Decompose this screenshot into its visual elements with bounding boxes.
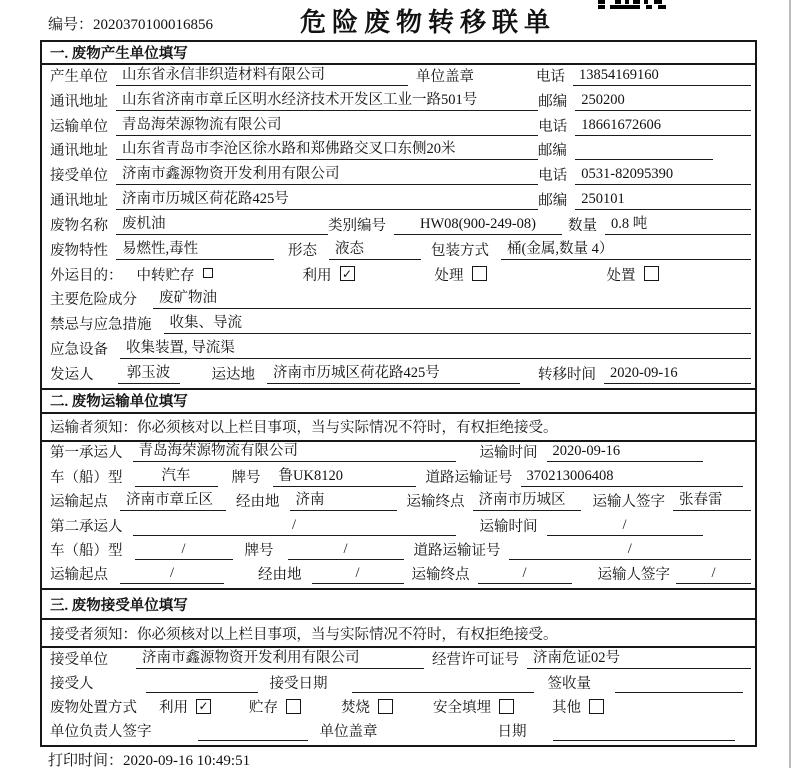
- section1-heading: 一. 废物产生单位填写: [42, 42, 755, 65]
- plate-label: 牌号: [244, 542, 274, 559]
- origin-label: 运输起点: [50, 567, 108, 584]
- checkbox-unchecked: [589, 699, 604, 714]
- destination-value: 济南市历城区荷花路425号: [267, 361, 520, 384]
- receiver-value: 济南市鑫源物资开发利用有限公司: [116, 162, 538, 185]
- producer-row: [42, 65, 755, 90]
- transfer-date-label: 转移时间: [538, 366, 596, 383]
- form-label: 形态: [288, 242, 317, 259]
- print-time-value: 2020-09-16 10:49:51: [123, 753, 251, 768]
- checkbox-unchecked: [286, 699, 301, 714]
- hazard-value: 废矿物油: [153, 286, 751, 309]
- producer-zip-value: 250200: [575, 92, 751, 111]
- checkbox-unchecked: [499, 699, 514, 714]
- transport-time1-value: 2020-09-16: [547, 443, 703, 462]
- checkbox-unchecked: [644, 266, 659, 281]
- section-transport: [42, 388, 755, 588]
- purpose-option-use: 利用 ✓: [303, 264, 355, 285]
- carrier-sign-label: 运输人签字: [592, 494, 665, 511]
- unit-seal-label: 单位盖章: [416, 68, 474, 85]
- carrier1-label: 第一承运人: [50, 445, 123, 462]
- origin-label: 运输起点: [50, 494, 108, 511]
- license-label: 经营许可证号: [432, 651, 519, 668]
- route1-row: [42, 491, 755, 515]
- checkbox-unchecked: [472, 266, 487, 281]
- vehicle-type-label: 车（船）型: [50, 469, 123, 486]
- date-value: [553, 739, 736, 741]
- qr-code-fragment: [598, 0, 670, 10]
- producer-label: 产生单位: [50, 68, 108, 85]
- waste-character-row: [42, 239, 755, 264]
- address-label: 通讯地址: [50, 193, 108, 210]
- purpose-option-storage: 中转贮存: [137, 264, 213, 285]
- phone-label: 电话: [538, 168, 568, 185]
- purpose-option-dispose: 处置: [607, 264, 659, 285]
- transport-time-label: 运输时间: [479, 518, 538, 535]
- zip-label: 邮编: [538, 193, 568, 210]
- plate2-value: /: [288, 541, 404, 560]
- transfer-purpose-row: [42, 264, 755, 289]
- quantity-label: 数量: [568, 217, 597, 234]
- purpose-label: 外运目的：: [50, 267, 123, 284]
- checkbox-unchecked: [378, 699, 393, 714]
- serial-label: 编号：: [48, 17, 94, 33]
- road-permit-label: 道路运输证号: [425, 469, 513, 486]
- form-value: 液态: [329, 237, 421, 260]
- carrier-sign2-value: /: [676, 565, 751, 584]
- purpose-option-treat: 处理: [435, 264, 487, 285]
- zip-label: 邮编: [538, 93, 568, 110]
- disposal-option-store: 贮存: [249, 696, 301, 717]
- section-receiver: [42, 588, 755, 745]
- road-permit1-value: 370213006408: [521, 468, 743, 487]
- disposal-option-use: 利用 ✓: [159, 696, 211, 717]
- carrier1-value: 青岛海荣源物流有限公司: [133, 439, 456, 462]
- destination-label: 运达地: [211, 366, 255, 383]
- producer-value: 山东省永信非织造材料有限公司: [116, 63, 408, 86]
- receiver-address-value: 济南市历城区荷花路425号: [116, 187, 538, 210]
- disposal-option-burn: 焚烧: [341, 696, 393, 717]
- taboo-value: 收集、导流: [164, 311, 752, 334]
- category-value: HW08(900-249-08): [394, 216, 562, 235]
- character-value: 易燃性,毒性: [116, 237, 274, 260]
- phone-label: 电话: [536, 68, 565, 85]
- end2-value: /: [478, 565, 572, 584]
- checkbox-unchecked: [203, 268, 213, 278]
- transporter-value: 青岛海荣源物流有限公司: [116, 113, 538, 136]
- waste-name-value: 废机油: [116, 212, 328, 235]
- accept-date-label: 接受日期: [269, 675, 328, 692]
- head-sign-label: 单位负责人签字: [50, 724, 152, 741]
- hazard-label: 主要危险成分: [50, 292, 137, 309]
- manifest-form: [40, 40, 757, 747]
- producer-address-value: 山东省济南市章丘区明水经济技术开发区工业一路501号: [116, 88, 538, 111]
- zip-label: 邮编: [537, 143, 567, 160]
- accept-date-value: [352, 691, 534, 693]
- page-edge-line: [789, 0, 791, 768]
- carrier-sign1-value: 张春雷: [673, 488, 751, 511]
- packing-label: 包装方式: [431, 242, 489, 259]
- category-label: 类别编号: [328, 217, 386, 234]
- section2-heading: 二. 废物运输单位填写: [42, 388, 755, 414]
- quantity-value: 0.8 吨: [605, 212, 751, 235]
- carrier2-value: /: [133, 517, 456, 536]
- section-producer: [42, 42, 755, 388]
- accept-person-value: [146, 691, 258, 693]
- equipment-value: 收集装置, 导流渠: [120, 336, 751, 359]
- transport-time-label: 运输时间: [479, 445, 538, 462]
- disposal-label: 废物处置方式: [50, 700, 137, 717]
- plate1-value: 鲁UK8120: [273, 464, 416, 487]
- end1-value: 济南市历城区: [473, 488, 581, 511]
- accept-person-row: [42, 673, 755, 697]
- receiver-label: 接受单位: [50, 168, 108, 185]
- license-value: 济南危证02号: [527, 646, 751, 669]
- accept-person-label: 接受人: [50, 675, 94, 692]
- page-title: 危险废物转移联单: [299, 8, 556, 37]
- phone-label: 电话: [538, 118, 568, 135]
- receiver-phone-value: 0531-82095390: [575, 166, 751, 185]
- vehicle2-value: /: [135, 541, 233, 560]
- head-signature-row: [42, 721, 755, 745]
- receiver-row: [42, 164, 755, 189]
- checkbox-checked: ✓: [196, 699, 211, 714]
- transporter-address-value: 山东省青岛市李沧区徐水路和郑佛路交叉口东侧20米: [116, 137, 538, 160]
- via-label: 经由地: [236, 494, 280, 511]
- consignor-row: [42, 363, 755, 388]
- head-sign-value: [198, 739, 308, 741]
- transport-time2-value: /: [547, 517, 703, 536]
- consignor-value: 郭玉波: [118, 361, 180, 384]
- date-label: 日期: [497, 724, 527, 741]
- signed-amount-label: 签收量: [547, 675, 591, 692]
- taboo-label: 禁忌与应急措施: [50, 317, 152, 334]
- consignor-label: 发运人: [50, 366, 94, 383]
- emergency-equipment-row: [42, 338, 755, 363]
- route2-row: [42, 564, 755, 588]
- transporter-phone-value: 18661672606: [575, 117, 751, 136]
- transporter-address-row: [42, 140, 755, 165]
- road-permit-label: 道路运输证号: [413, 542, 501, 559]
- print-time-line: [48, 749, 250, 768]
- origin1-value: 济南市章丘区: [120, 488, 226, 511]
- address-label: 通讯地址: [50, 143, 108, 160]
- serial-value: 2020370100016856: [93, 17, 214, 33]
- via1-value: 济南: [290, 488, 397, 511]
- disposal-option-landfill: 安全填埋: [433, 696, 514, 717]
- emergency-measures-row: [42, 313, 755, 338]
- accept-unit-value: 济南市鑫源物资开发利用有限公司: [136, 646, 424, 669]
- waste-name-row: [42, 214, 755, 239]
- disposal-method-row: [42, 697, 755, 721]
- via2-value: /: [312, 565, 404, 584]
- producer-address-row: [42, 90, 755, 115]
- transfer-date-value: 2020-09-16: [604, 365, 751, 384]
- checkbox-checked: ✓: [340, 266, 355, 281]
- packing-value: 桶(金属,数量 4）: [501, 237, 751, 260]
- plate-label: 牌号: [231, 469, 261, 486]
- end-label: 运输终点: [411, 567, 470, 584]
- unit-seal-label: 单位盖章: [319, 724, 378, 741]
- character-label: 废物特性: [50, 242, 108, 259]
- origin2-value: /: [120, 565, 224, 584]
- equipment-label: 应急设备: [50, 342, 108, 359]
- address-label: 通讯地址: [50, 93, 108, 110]
- second-carrier-row: [42, 515, 755, 539]
- transporter-label: 运输单位: [50, 118, 108, 135]
- signed-amount-value: [615, 691, 743, 693]
- receiver-zip-value: 250101: [575, 191, 751, 210]
- waste-name-label: 废物名称: [50, 217, 108, 234]
- disposal-option-other: 其他: [552, 696, 604, 717]
- first-carrier-row: [42, 442, 755, 466]
- road-permit2-value: /: [509, 541, 752, 560]
- receiver-address-row: [42, 189, 755, 214]
- vehicle-type-label: 车（船）型: [50, 542, 123, 559]
- vehicle1-value: 汽车: [135, 464, 218, 487]
- section3-heading: 三. 废物接受单位填写: [42, 588, 755, 620]
- transporter-notice: 运输者须知：你必须核对以上栏目事项，当与实际情况不符时，有权拒绝接受。: [42, 414, 755, 442]
- accept-unit-row: [42, 648, 755, 672]
- carrier-sign-label: 运输人签字: [597, 567, 670, 584]
- vehicle1-row: [42, 466, 755, 490]
- transporter-row: [42, 115, 755, 140]
- end-label: 运输终点: [406, 494, 465, 511]
- accept-unit-label: 接受单位: [50, 651, 108, 668]
- print-time-label: 打印时间：: [48, 753, 124, 768]
- hazard-components-row: [42, 289, 755, 314]
- vehicle2-row: [42, 540, 755, 564]
- carrier2-label: 第二承运人: [50, 518, 123, 535]
- producer-phone-value: 13854169160: [573, 67, 751, 86]
- transporter-zip-value: [575, 158, 713, 160]
- receiver-notice: 接受者须知：你必须核对以上栏目事项，当与实际情况不符时，有权拒绝接受。: [42, 620, 755, 648]
- via-label: 经由地: [258, 567, 302, 584]
